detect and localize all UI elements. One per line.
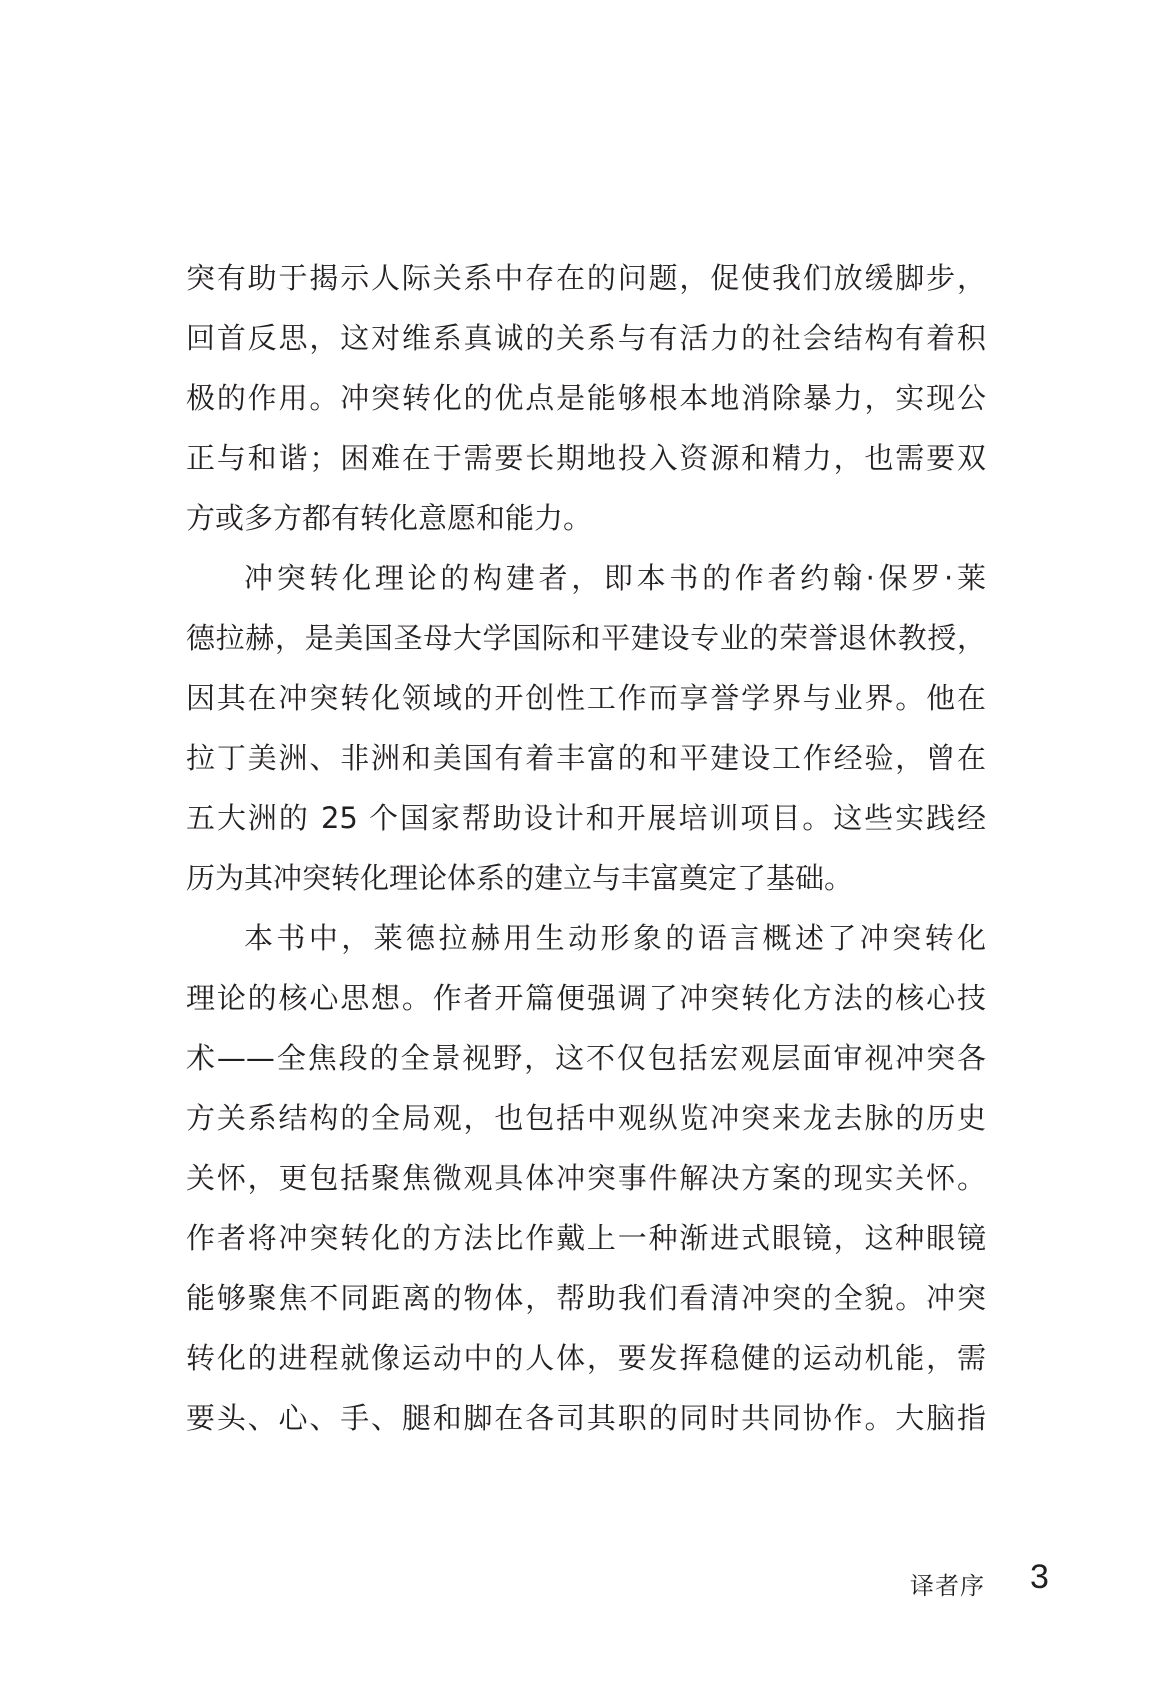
page-footer	[0, 1558, 1150, 1608]
body-text	[186, 248, 986, 1448]
text-line: 五大洲的 25 个国家帮助设计和开展培训项目。这些实践经	[186, 801, 986, 835]
text-line: 能够聚焦不同距离的物体，帮助我们看清冲突的全貌。冲突	[186, 1281, 986, 1315]
text-line: 方或多方都有转化意愿和能力。	[186, 501, 593, 535]
text-line: 方关系结构的全局观，也包括中观纵览冲突来龙去脉的历史	[186, 1101, 986, 1135]
running-head: 译者序	[910, 1572, 985, 1600]
text-line: 因其在冲突转化领域的开创性工作而享誉学界与业界。他在	[186, 681, 986, 715]
text-line: 转化的进程就像运动中的人体，要发挥稳健的运动机能，需	[186, 1341, 986, 1375]
text-line: 冲突转化理论的构建者，即本书的作者约翰·保罗·莱	[244, 561, 986, 595]
page-number: 3	[1030, 1558, 1049, 1596]
text-line: 术——全焦段的全景视野，这不仅包括宏观层面审视冲突各	[186, 1041, 986, 1075]
text-line: 回首反思，这对维系真诚的关系与有活力的社会结构有着积	[186, 321, 986, 355]
text-line: 极的作用。冲突转化的优点是能够根本地消除暴力，实现公	[186, 381, 986, 415]
text-line: 正与和谐；困难在于需要长期地投入资源和精力，也需要双	[186, 441, 986, 475]
text-line: 作者将冲突转化的方法比作戴上一种渐进式眼镜，这种眼镜	[186, 1221, 986, 1255]
text-line: 拉丁美洲、非洲和美国有着丰富的和平建设工作经验，曾在	[186, 741, 986, 775]
text-line: 本书中，莱德拉赫用生动形象的语言概述了冲突转化	[244, 921, 986, 955]
text-line: 突有助于揭示人际关系中存在的问题，促使我们放缓脚步，	[186, 261, 986, 295]
text-line: 关怀，更包括聚焦微观具体冲突事件解决方案的现实关怀。	[186, 1161, 986, 1195]
text-line: 理论的核心思想。作者开篇便强调了冲突转化方法的核心技	[186, 981, 986, 1015]
text-line: 德拉赫，是美国圣母大学国际和平建设专业的荣誉退休教授，	[186, 621, 986, 655]
text-line: 要头、心、手、腿和脚在各司其职的同时共同协作。大脑指	[186, 1401, 986, 1435]
text-line: 历为其冲突转化理论体系的建立与丰富奠定了基础。	[186, 861, 854, 895]
